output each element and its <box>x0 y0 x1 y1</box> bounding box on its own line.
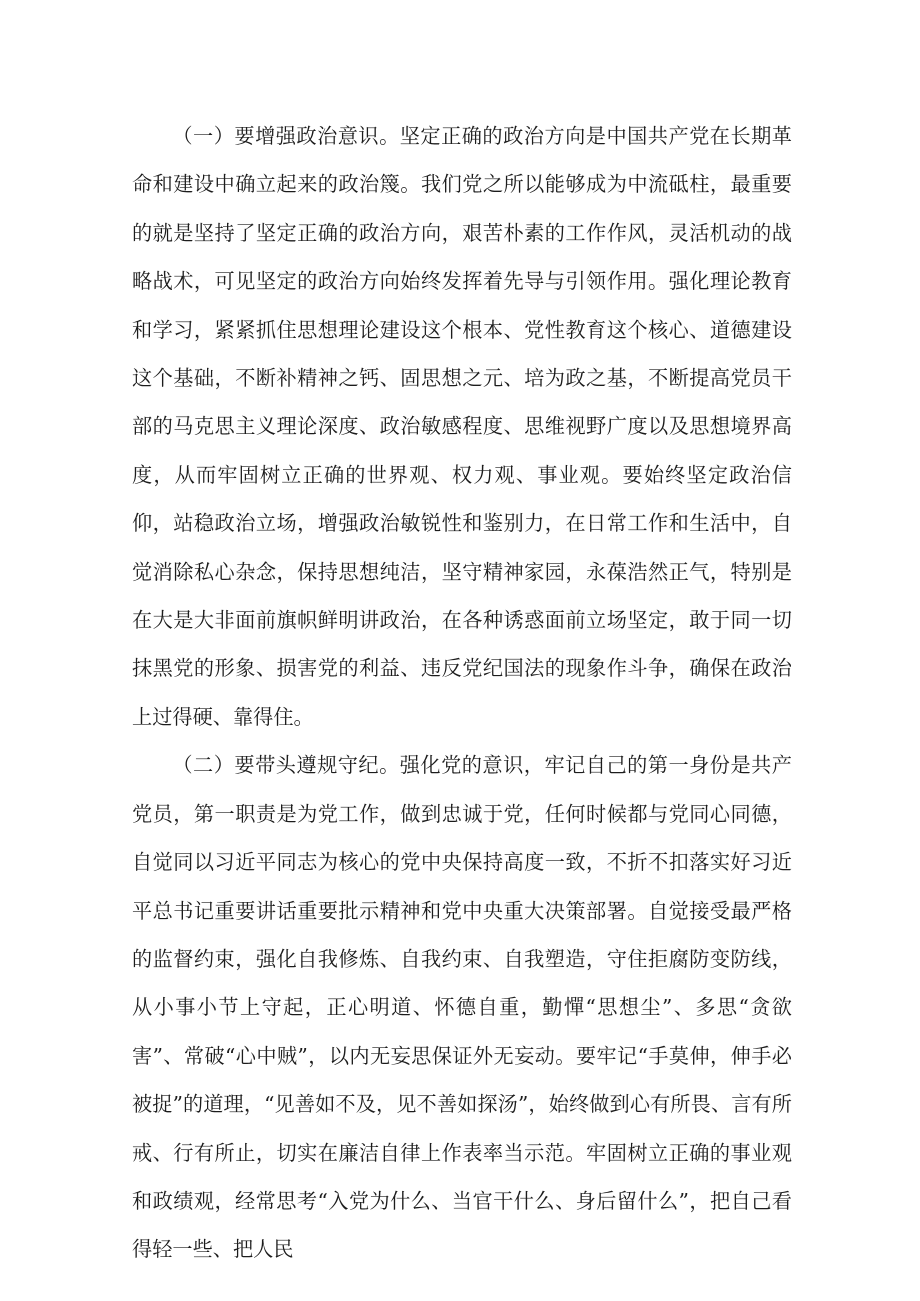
paragraph-political-awareness: （一）要增强政治意识。坚定正确的政治方向是中国共产党在长期革命和建设中确立起来的政治篾。我们党之所以能够成为中流砥柱，最重要的就是坚持了坚定正确的政治方向，艰苦朴素的工作作风，灵活机动的战略战术，可见坚定的政治方向始终发挥着先导与引领作用。强化理论教育和学习，紧紧抓住思想理论建设这个根本、党性教育这个核心、道德建设这个基础，不断补精神之钙、固思想之元、培为政之基，不断提高党员干部的马克思主义理论深度、政治敏感程度、思维视野广度以及思想境界高度，从而牢固树立正确的世界观、权力观、事业观。要始终坚定政治信仰，站稳政治立场，增强政治敏锐性和鉴别力，在日常工作和生活中，自觉消除私心杂念，保持思想纯洁，坚守精神家园，永葆浩然正气，特别是在大是大非面前旗帜鲜明讲政治，在各种诱惑面前立场坚定，敢于同一切抹黑党的形象、损害党的利益、违反党纪国法的现象作斗争，确保在政治上过得硬、靠得住。 <box>132 124 792 729</box>
paragraph-discipline: （二）要带头遵规守纪。强化党的意识，牢记自己的第一身份是共产党员，第一职责是为党工作，做到忠诚于党，任何时候都与党同心同德，自觉同以习近平同志为核心的党中央保持高度一致，不折不扣落实好习近平总书记重要讲话重要批示精神和党中央重大决策部署。自觉接受最严格的监督约束，强化自我修炼、自我约束、自我塑造，守住拒腐防变防线，从小事小节上守起，正心明道、怀德自重，勤憚“思想尘”、多思“贪欲害”、常破“心中贼”，以内无妄思保证外无妄动。要牢记“手莫伸，伸手必被捉”的道理，“见善如不及，见不善如探汤”，始终做到心有所畏、言有所戒、行有所止，切实在廉洁自律上作表率当示范。牢固树立正确的事业观和政绩观，经常思考“入党为什么、当官干什么、身后留什么”，把自己看得轻一些、把人民 <box>132 753 792 1262</box>
document-body <box>132 112 792 1274</box>
